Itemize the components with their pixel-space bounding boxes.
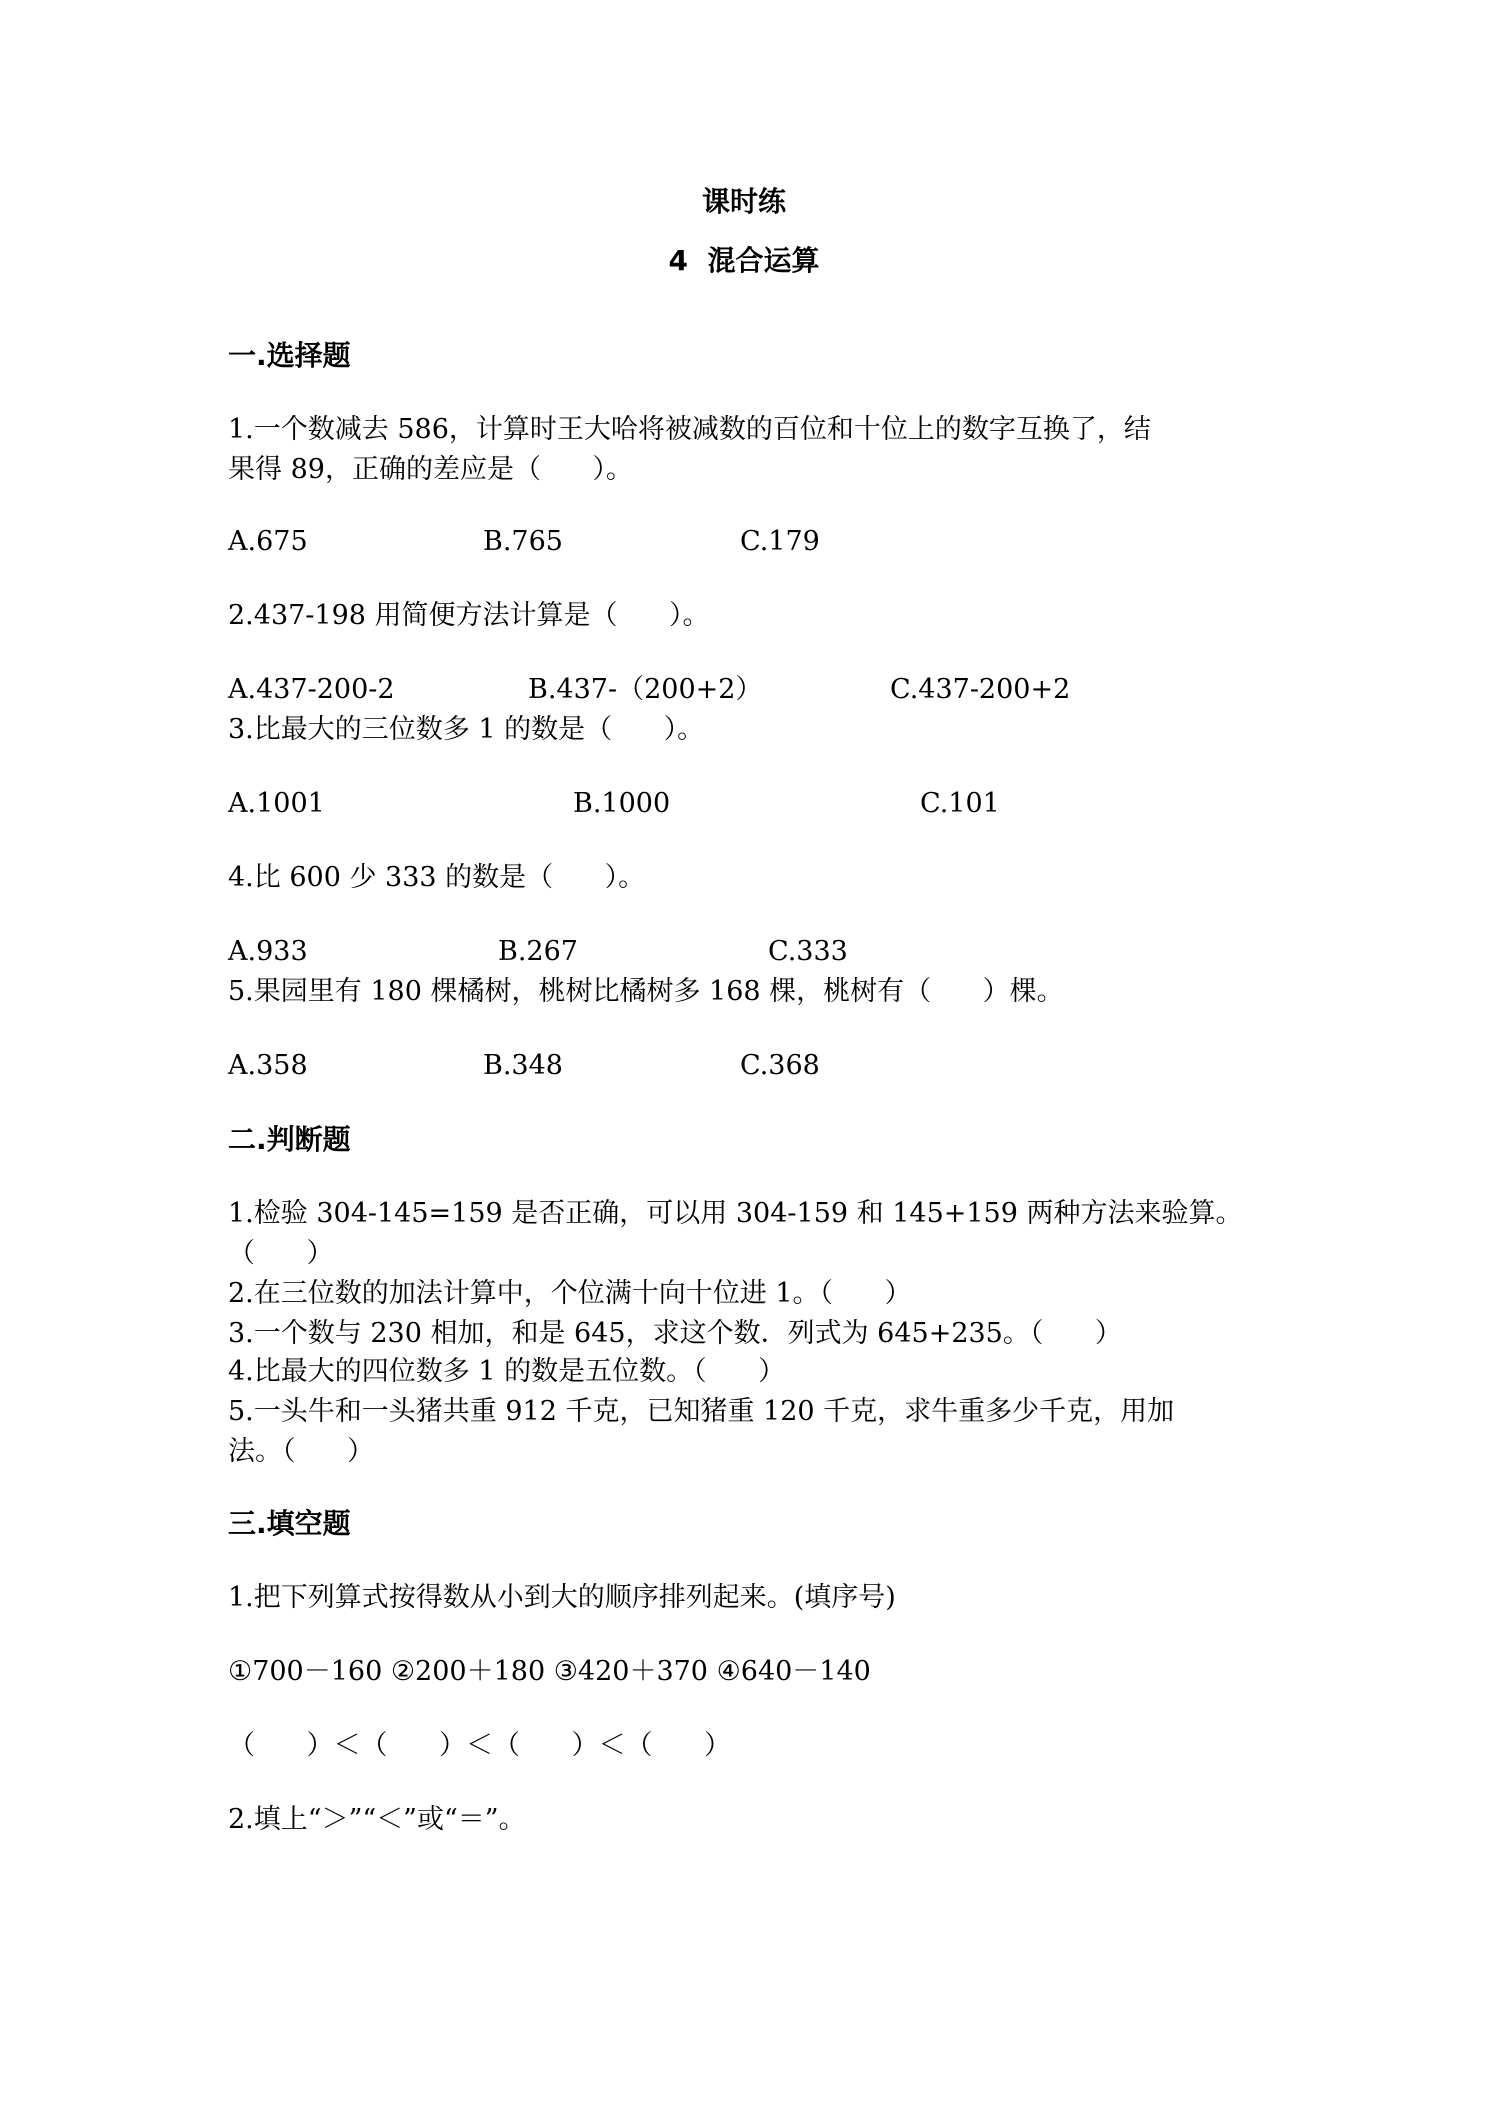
- question-text: 4.比最大的四位数多 1 的数是五位数。（ ）: [228, 1356, 786, 1387]
- question-text: 2.437-198 用简便方法计算是（ ）。: [228, 600, 710, 631]
- option-a: A.437-200-2: [228, 674, 395, 705]
- section-heading-judgement: 二.判断题: [228, 1123, 351, 1156]
- section-heading-choice: 一.选择题: [228, 339, 351, 372]
- option-b: B.437-（200+2）: [528, 674, 763, 705]
- section-heading-fill-in: 三.填空题: [228, 1507, 351, 1540]
- question-text: 1.把下列算式按得数从小到大的顺序排列起来。(填序号): [228, 1582, 896, 1613]
- option-c: C.101: [920, 788, 1000, 819]
- question-text: 2.在三位数的加法计算中，个位满十向十位进 1。（ ）: [228, 1278, 912, 1309]
- option-a: A.358: [228, 1050, 308, 1081]
- page-subtitle: 4 混合运算: [668, 244, 820, 277]
- option-a: A.1001: [228, 788, 325, 819]
- question-text: （ ）: [228, 1238, 334, 1269]
- option-c: C.437-200+2: [890, 674, 1071, 705]
- question-text: 1.一个数减去 586，计算时王大哈将被减数的百位和十位上的数字互换了，结: [228, 414, 1151, 445]
- option-b: B.348: [483, 1050, 563, 1081]
- question-text: 2.填上“＞”“＜”或“＝”。: [228, 1804, 526, 1835]
- page-title: 课时练: [701, 185, 786, 218]
- question-text: 4.比 600 少 333 的数是（ ）。: [228, 862, 646, 893]
- expression-list: ①700－160 ②200＋180 ③420＋370 ④640－140: [228, 1656, 871, 1687]
- question-text: 3.比最大的三位数多 1 的数是（ ）。: [228, 714, 705, 745]
- option-b: B.267: [498, 936, 578, 967]
- option-c: C.179: [740, 526, 820, 557]
- answer-blanks: （ ）＜（ ）＜（ ）＜（ ）: [228, 1730, 731, 1761]
- option-b: B.1000: [573, 788, 671, 819]
- option-b: B.765: [483, 526, 563, 557]
- question-text: 5.一头牛和一头猪共重 912 千克，已知猪重 120 千克，求牛重多少千克，用加: [228, 1396, 1175, 1427]
- option-a: A.933: [228, 936, 308, 967]
- question-text: 3.一个数与 230 相加，和是 645，求这个数．列式为 645+235。（ ）: [228, 1318, 1122, 1349]
- option-c: C.368: [740, 1050, 820, 1081]
- question-text: 5.果园里有 180 棵橘树，桃树比橘树多 168 棵，桃树有（ ）棵。: [228, 976, 1064, 1007]
- option-c: C.333: [768, 936, 848, 967]
- question-text: 果得 89，正确的差应是（ ）。: [228, 454, 633, 485]
- question-text: 法。（ ）: [228, 1436, 374, 1467]
- question-text: 1.检验 304-145=159 是否正确，可以用 304-159 和 145+159 两种方法来验算。: [228, 1198, 1243, 1229]
- option-a: A.675: [228, 526, 308, 557]
